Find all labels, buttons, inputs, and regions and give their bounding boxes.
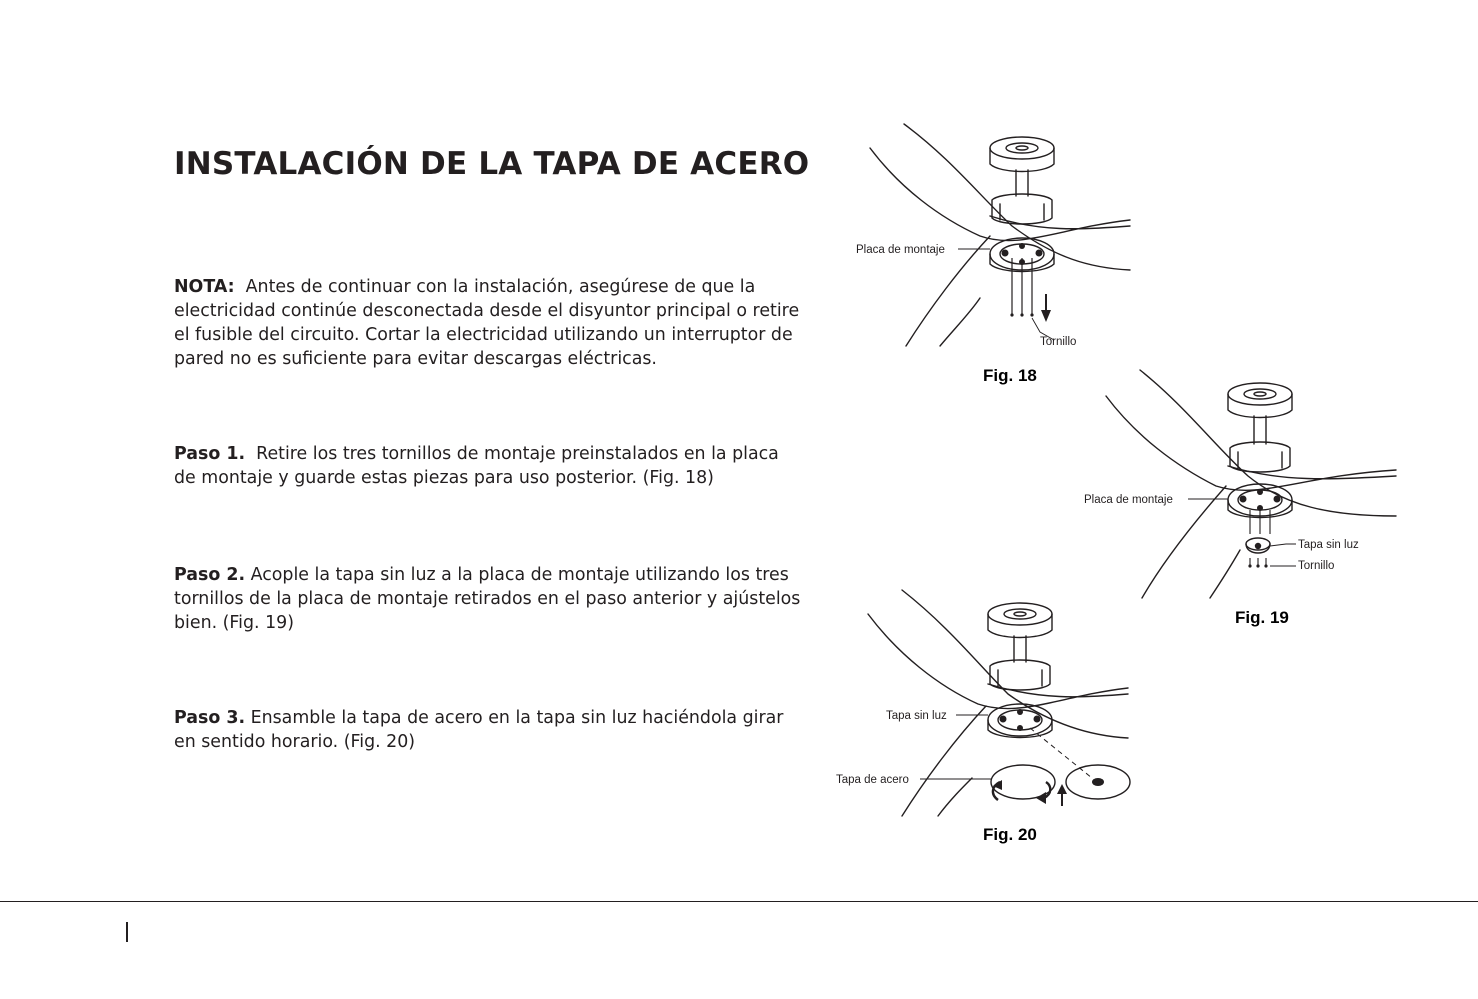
step-2-label: Paso 2. [174,565,246,585]
footer-page-marker [126,922,128,942]
fig19-caption: Fig. 19 [1235,608,1289,627]
step-3-label: Paso 3. [174,708,246,728]
fig19-callout-screw: Tornillo [1298,560,1335,572]
safety-note [174,275,804,371]
fig18-callout-screw: Tornillo [1040,336,1077,348]
note-text: Antes de continuar con la instalación, asegúrese de que la electricidad continúe desconectada desde el disyuntor principal o retire el fusible del circuito. Cortar la electricidad utilizando un interruptor de pared no es suficiente para evitar descargas eléctricas. [174,277,800,369]
figure-18-illustration [840,118,1160,358]
step-2 [174,563,804,635]
step-3 [174,706,804,754]
fig20-caption: Fig. 20 [983,825,1037,844]
figure-20-illustration [830,584,1150,824]
note-label: NOTA: [174,277,235,297]
footer-rule [0,901,1478,902]
step-3-text: Ensamble la tapa de acero en la tapa sin luz haciéndola girar en sentido horario. (Fig. 20) [174,708,784,752]
fig19-callout-mounting-plate: Placa de montaje [1084,494,1173,506]
figure-19-illustration [1080,366,1400,606]
fig20-callout-steel-cap: Tapa de acero [836,774,909,786]
step-1-label: Paso 1. [174,444,246,464]
fig18-callout-mounting-plate: Placa de montaje [856,244,945,256]
step-2-text: Acople la tapa sin luz a la placa de montaje utilizando los tres tornillos de la placa de montaje retirados en el paso anterior y ajústelos bien. (Fig. 19) [174,565,801,633]
fig19-callout-blank-cap: Tapa sin luz [1298,539,1359,551]
step-1 [174,442,804,490]
step-1-text: Retire los tres tornillos de montaje preinstalados en la placa de montaje y guarde estas piezas para uso posterior. (Fig. 18) [174,444,779,488]
fig20-callout-blank-cap: Tapa sin luz [886,710,947,722]
page-title: INSTALACIÓN DE LA TAPA DE ACERO [174,146,810,182]
fig18-caption: Fig. 18 [983,366,1037,385]
